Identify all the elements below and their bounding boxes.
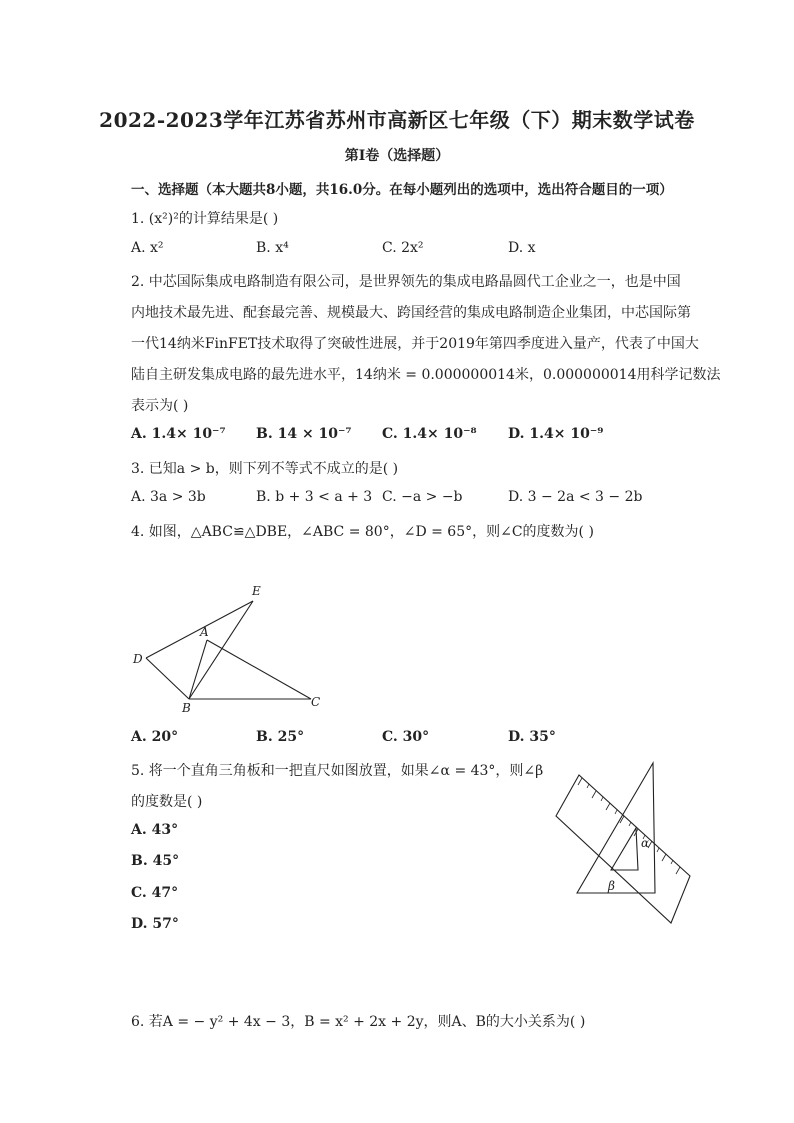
q5-stem-line-1: 5. 将一个直角三角板和一把直尺如图放置，如果∠α = 43°，则∠β bbox=[131, 763, 544, 779]
q6-stem: 6. 若A = − y² + 4x − 3，B = x² + 2x + 2y，则A、B的大小关系为( ) bbox=[131, 1014, 586, 1030]
q4-label-b: B bbox=[182, 701, 191, 715]
q3-option-d: D. 3 − 2a < 3 − 2b bbox=[508, 489, 643, 505]
q2-stem-line-2: 内地技术最先进、配套最完善、规模最大、跨国经营的集成电路制造企业集团，中芯国际第 bbox=[131, 305, 691, 321]
q2-stem-line-3: 一代14纳米FinFET技术取得了突破性进展，并于2019年第四季度进入量产，代表了中国大 bbox=[131, 336, 699, 352]
q3-option-b: B. b + 3 < a + 3 bbox=[256, 489, 373, 505]
q5-option-c: C. 47° bbox=[131, 885, 179, 901]
q4-label-c: C bbox=[311, 695, 321, 709]
section-heading: 一、选择题（本大题共8小题，共16.0分。在每小题列出的选项中，选出符合题目的一项） bbox=[131, 182, 673, 198]
q4-label-a: A bbox=[200, 625, 209, 639]
q5-option-d: D. 57° bbox=[131, 916, 179, 932]
q4-option-c: C. 30° bbox=[382, 729, 430, 745]
q4-option-b: B. 25° bbox=[256, 729, 305, 745]
q5-option-a: A. 43° bbox=[131, 822, 179, 838]
q4-label-e: E bbox=[252, 584, 261, 598]
exam-title: 2022-2023学年江苏省苏州市高新区七年级（下）期末数学试卷 bbox=[99, 108, 695, 132]
q2-option-c: C. 1.4× 10⁻⁸ bbox=[382, 426, 477, 442]
q5-label-beta: β bbox=[608, 879, 615, 893]
q4-option-a: A. 20° bbox=[131, 729, 179, 745]
section-subtitle: 第I卷（选择题） bbox=[344, 148, 450, 164]
q5-ruler-triangle-figure bbox=[552, 758, 697, 930]
q5-label-alpha: α bbox=[641, 836, 650, 850]
q4-stem: 4. 如图，△ABC≌△DBE，∠ABC = 80°，∠D = 65°，则∠C的度数为( ) bbox=[131, 524, 594, 540]
q1-option-b: B. x⁴ bbox=[256, 240, 289, 256]
set-square-shape bbox=[577, 763, 655, 893]
q4-option-d: D. 35° bbox=[508, 729, 556, 745]
q2-stem-line-4: 陆自主研发集成电路的最先进水平，14纳米 = 0.000000014米，0.000000014用科学记数法 bbox=[131, 367, 721, 383]
q5-option-b: B. 45° bbox=[131, 853, 180, 869]
q3-option-c: C. −a > −b bbox=[382, 489, 463, 505]
q2-stem-line-5: 表示为( ) bbox=[131, 398, 189, 414]
q5-stem-line-2: 的度数是( ) bbox=[131, 794, 203, 810]
q2-option-d: D. 1.4× 10⁻⁹ bbox=[508, 426, 604, 442]
q1-option-c: C. 2x² bbox=[382, 240, 424, 256]
q1-option-a: A. x² bbox=[131, 240, 164, 256]
q3-stem: 3. 已知a > b，则下列不等式不成立的是( ) bbox=[131, 461, 399, 477]
q1-option-d: D. x bbox=[508, 240, 536, 256]
q2-option-a: A. 1.4× 10⁻⁷ bbox=[131, 426, 226, 442]
q2-stem-line-1: 2. 中芯国际集成电路制造有限公司，是世界领先的集成电路晶圆代工企业之一，也是中国 bbox=[131, 274, 681, 290]
q3-option-a: A. 3a > 3b bbox=[131, 489, 206, 505]
q2-option-b: B. 14 × 10⁻⁷ bbox=[256, 426, 352, 442]
q1-stem: 1. (x²)²的计算结果是( ) bbox=[131, 211, 279, 227]
q4-label-d: D bbox=[133, 652, 143, 666]
q4-triangle-figure bbox=[125, 578, 340, 718]
